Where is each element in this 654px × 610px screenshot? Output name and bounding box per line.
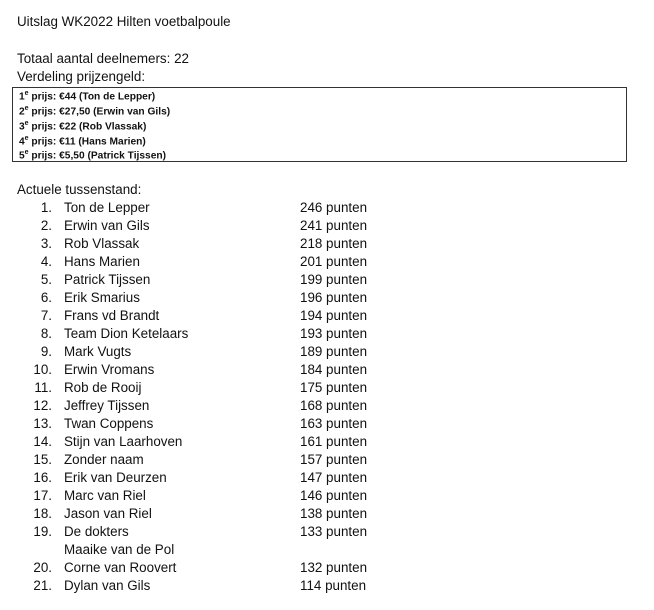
prize-item: 5e prijs: €5,50 (Patrick Tijssen) (19, 149, 166, 162)
player-name: Ton de Lepper (64, 200, 150, 215)
rank: 13. (33, 416, 52, 431)
points: 168 punten (300, 398, 368, 413)
list-item (0, 254, 654, 272)
list-item (0, 398, 654, 416)
points: 133 punten (300, 524, 368, 539)
player-name: Marc van Riel (64, 488, 146, 503)
rank: 21. (33, 578, 52, 593)
rank: 18. (33, 506, 52, 521)
points: 161 punten (300, 434, 368, 449)
prize-distribution-box (12, 87, 627, 162)
points: 189 punten (300, 344, 368, 359)
prize-item: 2e prijs: €27,50 (Erwin van Gils) (19, 105, 171, 118)
rank: 16. (33, 470, 52, 485)
list-item (0, 308, 654, 326)
rank: 12. (33, 398, 52, 413)
player-name: Team Dion Ketelaars (64, 326, 189, 341)
player-name: Rob Vlassak (64, 236, 140, 251)
list-item (0, 272, 654, 290)
player-name: De dokters (64, 524, 129, 539)
list-item (0, 290, 654, 308)
list-item (0, 488, 654, 506)
rank: 19. (33, 524, 52, 539)
participants-count: Totaal aantal deelnemers: 22 (17, 51, 189, 66)
prize-heading: Verdeling prijzengeld: (17, 69, 146, 84)
prize-item: 3e prijs: €22 (Rob Vlassak) (19, 120, 147, 133)
player-name: Dylan van Gils (64, 578, 151, 593)
list-item (0, 362, 654, 380)
list-item (0, 416, 654, 434)
points: 194 punten (300, 308, 368, 323)
list-item (0, 344, 654, 362)
player-name: Zonder naam (64, 452, 144, 467)
list-item (0, 380, 654, 398)
rank: 14. (33, 434, 52, 449)
player-name: Erwin van Gils (64, 218, 150, 233)
points: 196 punten (300, 290, 368, 305)
player-name: Hans Marien (64, 254, 140, 269)
points: 132 punten (300, 560, 368, 575)
player-name: Corne van Roovert (64, 560, 177, 575)
rank: 4. (40, 254, 52, 269)
points: 147 punten (300, 470, 368, 485)
player-name: Frans vd Brandt (64, 308, 160, 323)
rank: 8. (40, 326, 52, 341)
points: 201 punten (300, 254, 368, 269)
rank: 17. (33, 488, 52, 503)
rank: 5. (40, 272, 52, 287)
points: 199 punten (300, 272, 368, 287)
points: 218 punten (300, 236, 368, 251)
player-name: Jeffrey Tijssen (64, 398, 150, 413)
prize-item: 1e prijs: €44 (Ton de Lepper) (19, 90, 156, 103)
list-item (0, 542, 654, 560)
list-item (0, 578, 654, 596)
list-item (0, 218, 654, 236)
points: 138 punten (300, 506, 368, 521)
list-item (0, 524, 654, 542)
points: 146 punten (300, 488, 368, 503)
player-name: Twan Coppens (64, 416, 154, 431)
rank: 7. (40, 308, 52, 323)
rank: 9. (40, 344, 52, 359)
points: 114 punten (300, 578, 367, 593)
prize-item: 4e prijs: €11 (Hans Marien) (19, 135, 146, 148)
list-item (0, 200, 654, 218)
player-name: Rob de Rooij (64, 380, 142, 395)
points: 193 punten (300, 326, 368, 341)
rank: 2. (40, 218, 52, 233)
rank: 6. (40, 290, 52, 305)
points: 241 punten (300, 218, 368, 233)
player-name: Stijn van Laarhoven (64, 434, 183, 449)
rank: 15. (33, 452, 52, 467)
list-item (0, 326, 654, 344)
points: 163 punten (300, 416, 368, 431)
points: 246 punten (300, 200, 368, 215)
player-name: Erik Smarius (64, 290, 140, 305)
rank: 11. (34, 380, 52, 395)
player-name: Erik van Deurzen (64, 470, 167, 485)
list-item (0, 434, 654, 452)
list-item (0, 560, 654, 578)
page-title: Uitslag WK2022 Hilten voetbalpoule (17, 14, 231, 29)
rank: 1. (40, 200, 52, 215)
player-name: Erwin Vromans (64, 362, 155, 377)
standings-heading: Actuele tussenstand: (17, 182, 142, 197)
list-item (0, 236, 654, 254)
points: 184 punten (300, 362, 368, 377)
player-name: Maaike van de Pol (64, 542, 175, 557)
player-name: Patrick Tijssen (64, 272, 151, 287)
rank: 20. (33, 560, 52, 575)
rank: 3. (40, 236, 52, 251)
list-item (0, 470, 654, 488)
list-item (0, 452, 654, 470)
rank: 10. (33, 362, 52, 377)
points: 175 punten (300, 380, 368, 395)
player-name: Mark Vugts (64, 344, 132, 359)
points: 157 punten (300, 452, 368, 467)
player-name: Jason van Riel (64, 506, 152, 521)
list-item (0, 506, 654, 524)
